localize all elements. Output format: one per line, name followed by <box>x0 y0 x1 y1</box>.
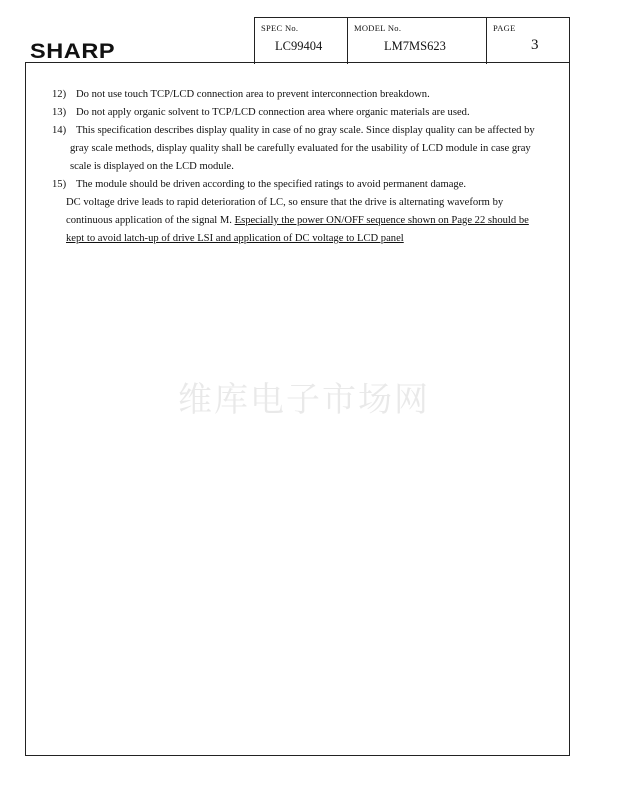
page-cell <box>487 18 569 64</box>
note-item-12 <box>52 86 562 104</box>
note-continuation: gray scale methods, display quality shall be carefully evaluated for the usability of LCD module in case gray <box>70 143 531 154</box>
note-text: This specification describes display quality in case of no gray scale. Since display quality can be affected by <box>76 125 535 136</box>
note-plain-text: continuous application of the signal M. <box>66 215 235 226</box>
note-number: 13) <box>52 107 67 118</box>
spec-cell <box>255 18 348 64</box>
note-number: 15) <box>52 179 67 190</box>
note-text: Do not use touch TCP/LCD connection area to prevent interconnection breakdown. <box>76 89 430 100</box>
note-continuation <box>52 230 562 248</box>
sharp-logo: SHARP <box>30 40 116 63</box>
note-item-13 <box>52 104 562 122</box>
watermark: 维库电子市场网 <box>178 380 430 420</box>
notes-list <box>52 86 562 248</box>
note-item-14 <box>52 122 562 140</box>
model-value: LM7MS623 <box>384 39 446 53</box>
model-label: MODEL No. <box>354 23 402 33</box>
note-number: 14) <box>52 125 67 136</box>
header-table <box>254 17 570 64</box>
note-underlined-text: kept to avoid latch-up of drive LSI and application of DC voltage to LCD panel <box>66 233 404 244</box>
note-number: 12) <box>52 89 67 100</box>
note-continuation <box>52 212 562 230</box>
spec-value: LC99404 <box>275 39 323 53</box>
model-cell <box>348 18 487 64</box>
note-continuation: scale is displayed on the LCD module. <box>70 161 234 172</box>
note-text: Do not apply organic solvent to TCP/LCD connection area where organic materials are used. <box>76 107 470 118</box>
note-text: The module should be driven according to the specified ratings to avoid permanent damage. <box>76 179 467 190</box>
spec-label: SPEC No. <box>261 23 299 33</box>
page-number: 3 <box>531 37 539 53</box>
note-underlined-text: Especially the power ON/OFF sequence shown on Page 22 should be <box>234 215 529 226</box>
page-label: PAGE <box>493 23 516 33</box>
note-item-15 <box>52 176 562 194</box>
note-continuation: DC voltage drive leads to rapid deterioration of LC, so ensure that the drive is alternating waveform by <box>66 197 504 208</box>
